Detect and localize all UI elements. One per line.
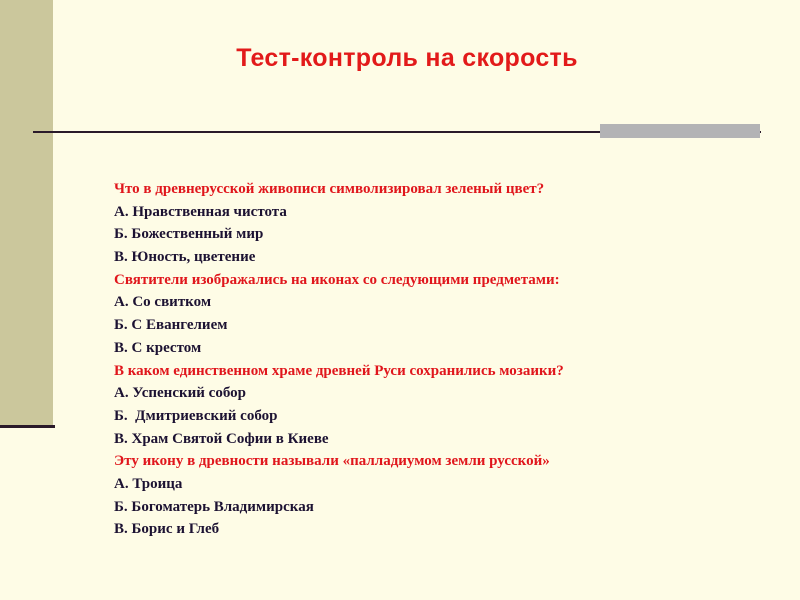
question-1: Что в древнерусской живописи символизировал зеленый цвет? [114,181,545,197]
answer-3a: А. Успенский собор [114,385,246,402]
question-2: Святители изображались на иконах со следующими предметами: [114,271,560,288]
answer-3c: В. Храм Святой Софии в Киеве [114,430,329,447]
answer-1a: А. Нравственная чистота [114,203,287,220]
quiz-content [114,178,774,541]
question-4: Эту икону в древности называли «палладиумом земли русской» [114,453,550,470]
answer-1c: В. Юность, цветение [114,249,256,266]
sidebar-divider [0,425,55,428]
answer-4b: Б. Богоматерь Владимирская [114,498,314,515]
answer-2b: Б. С Евангелием [114,317,228,334]
title-divider-block [600,124,760,138]
answer-4a: А. Троица [114,475,183,492]
answer-3b: Б. Дмитриевский собор [114,407,278,424]
answer-2a: А. Со свитком [114,294,212,311]
answer-2c: В. С крестом [114,339,202,356]
answer-4c: В. Борис и Глеб [114,521,220,538]
slide-title: Тест-контроль на скорость [236,44,578,72]
question-3: В каком единственном храме древней Руси сохранились мозаики? [114,362,564,379]
answer-1b: Б. Божественный мир [114,226,264,243]
decorative-sidebar [0,0,53,426]
